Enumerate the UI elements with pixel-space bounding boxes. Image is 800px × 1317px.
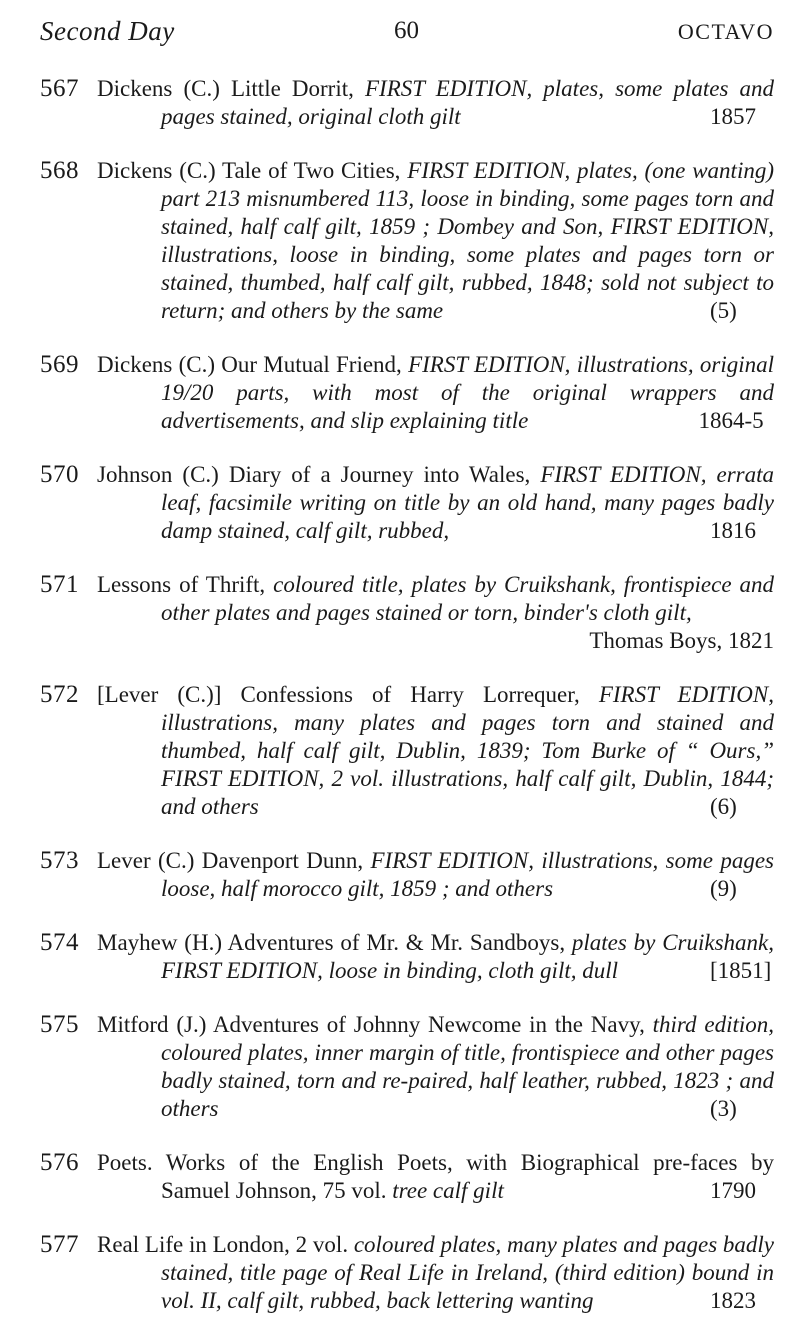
lot-description: Mitford (J.) Adventures of Johnny Newcome in the Navy, third edition, coloured plates, inner margin of title, frontispiece and other pages badly stained, torn and re-paired, half leather, rubbed, 1823 ; and others (3) — [97, 1012, 774, 1121]
lot-title: Poets. Works of the English Poets, with Biographical pre-faces by Samuel Johnson, 75 vol. — [97, 1150, 774, 1203]
lot-details: coloured title, plates by Cruikshank, frontispiece and other plates and pages stained or torn, binder's cloth gilt, — [161, 572, 774, 625]
lot-description: Dickens (C.) Little Dorrit, FIRST EDITION, plates, some plates and pages stained, original cloth gilt 1857 — [97, 76, 774, 129]
lot-entry — [40, 847, 774, 903]
lot-entry — [40, 571, 774, 655]
lot-details: coloured plates, many plates and pages badly stained, title page of Real Life in Ireland, (third edition) bound in vol. II, calf gilt, rubbed, back lettering wanting — [161, 1232, 774, 1313]
lot-date: Thomas Boys, 1821 — [589, 628, 774, 653]
lot-number: 568 — [40, 157, 79, 184]
lot-entry — [40, 157, 774, 325]
lot-description: Mayhew (H.) Adventures of Mr. & Mr. Sandboys, plates by Cruikshank, FIRST EDITION, loose in binding, cloth gilt, dull [1851] — [97, 930, 774, 983]
lot-description: Real Life in London, 2 vol. coloured plates, many plates and pages badly stained, title page of Real Life in Ireland, (third edition) bound in vol. II, calf gilt, rubbed, back lettering wanting 1823 — [97, 1232, 774, 1313]
lot-description: Dickens (C.) Tale of Two Cities, FIRST EDITION, plates, (one wanting) part 213 misnumbered 113, loose in binding, some pages torn and stained, half calf gilt, 1859 ; Dombey and Son, FIRST EDITION, illustrations, loose in binding, some plates and pages torn or stained, thumbed, half calf gilt, rubbed, 1848; sold not subject to return; and others by the same (5) — [97, 158, 774, 323]
lot-description — [97, 571, 774, 655]
lot-title: [Lever (C.)] Confessions of Harry Lorrequer, — [97, 682, 580, 707]
lot-details: FIRST EDITION, illustrations, many plates and pages torn and stained and thumbed, half calf gilt, Dublin, 1839; Tom Burke of “ Ours,” FIRST EDITION, 2 vol. illustrations, half calf gilt, Dublin, 1844; and others — [161, 682, 775, 819]
format-heading: OCTAVO — [677, 19, 774, 44]
lot-entry — [40, 351, 774, 435]
lot-number: 573 — [40, 847, 79, 874]
lot-title: Dickens (C.) Little Dorrit, — [97, 76, 354, 101]
lot-entry — [40, 1231, 774, 1315]
lot-number: 572 — [40, 681, 79, 708]
lot-details: third edition, coloured plates, inner margin of title, frontispiece and other pages badly stained, torn and re-paired, half leather, rubbed, 1823 ; and others — [161, 1012, 774, 1121]
running-head — [40, 10, 774, 50]
lot-list — [40, 75, 774, 1315]
lot-entry — [40, 461, 774, 545]
lot-details: FIRST EDITION, plates, (one wanting) part 213 misnumbered 113, loose in binding, some pages torn and stained, half calf gilt, 1859 ; Dombey and Son, FIRST EDITION, illustrations, loose in binding, some plates and pages torn or stained, thumbed, half calf gilt, rubbed, 1848; sold not subject to return; and others by the same — [161, 158, 774, 323]
sale-day-heading: Second Day — [40, 16, 175, 46]
lot-entry — [40, 1149, 774, 1205]
lot-number: 576 — [40, 1149, 79, 1176]
lot-entry — [40, 929, 774, 985]
lot-number: 575 — [40, 1011, 79, 1038]
lot-details: tree calf gilt — [392, 1178, 504, 1203]
page-number: 60 — [394, 17, 419, 44]
lot-description: Johnson (C.) Diary of a Journey into Wales, FIRST EDITION, errata leaf, facsimile writing on title by an old hand, many pages badly damp stained, calf gilt, rubbed, 1816 — [97, 462, 775, 543]
lot-description — [97, 351, 774, 435]
lot-title: Johnson (C.) Diary of a Journey into Wales, — [97, 462, 531, 487]
lot-title: Real Life in London, 2 vol. — [97, 1232, 349, 1257]
lot-title: Mitford (J.) Adventures of Johnny Newcome in the Navy, — [97, 1012, 645, 1037]
lot-details: FIRST EDITION, errata leaf, facsimile writing on title by an old hand, many pages badly damp stained, calf gilt, rubbed, — [161, 462, 775, 543]
lot-entry — [40, 681, 774, 821]
lot-details: FIRST EDITION, illustrations, original 19/20 parts, with most of the original wrappers and advertisements, and slip explaining title — [161, 352, 775, 433]
lot-entry — [40, 75, 774, 131]
lot-title: Lessons of Thrift, — [97, 572, 266, 597]
lot-title: Lever (C.) Davenport Dunn, — [97, 848, 364, 873]
lot-description: Poets. Works of the English Poets, with Biographical pre-faces by Samuel Johnson, 75 vol. tree calf gilt 1790 — [97, 1150, 774, 1203]
lot-number: 570 — [40, 461, 79, 488]
lot-number: 569 — [40, 351, 79, 378]
lot-title: Dickens (C.) Our Mutual Friend, — [97, 352, 402, 377]
lot-number: 577 — [40, 1231, 79, 1258]
lot-number: 571 — [40, 571, 79, 598]
lot-title: Dickens (C.) Tale of Two Cities, — [97, 158, 401, 183]
lot-details: plates by Cruikshank, FIRST EDITION, loose in binding, cloth gilt, dull — [161, 930, 774, 983]
lot-details: FIRST EDITION, plates, some plates and pages stained, original cloth gilt — [161, 76, 774, 129]
lot-description: [Lever (C.)] Confessions of Harry Lorrequer, FIRST EDITION, illustrations, many plates and pages torn and stained and thumbed, half calf gilt, Dublin, 1839; Tom Burke of “ Ours,” FIRST EDITION, 2 vol. illustrations, half calf gilt, Dublin, 1844; and others (6) — [97, 682, 775, 819]
lot-date: 1864-5 — [698, 408, 764, 433]
lot-description: Lever (C.) Davenport Dunn, FIRST EDITION, illustrations, some pages loose, half morocco gilt, 1859 ; and others (9) — [97, 848, 774, 901]
lot-number: 567 — [40, 75, 79, 102]
lot-entry — [40, 1011, 774, 1123]
lot-details: FIRST EDITION, illustrations, some pages loose, half morocco gilt, 1859 ; and others — [161, 848, 774, 901]
lot-number: 574 — [40, 929, 79, 956]
lot-title: Mayhew (H.) Adventures of Mr. & Mr. Sandboys, — [97, 930, 566, 955]
